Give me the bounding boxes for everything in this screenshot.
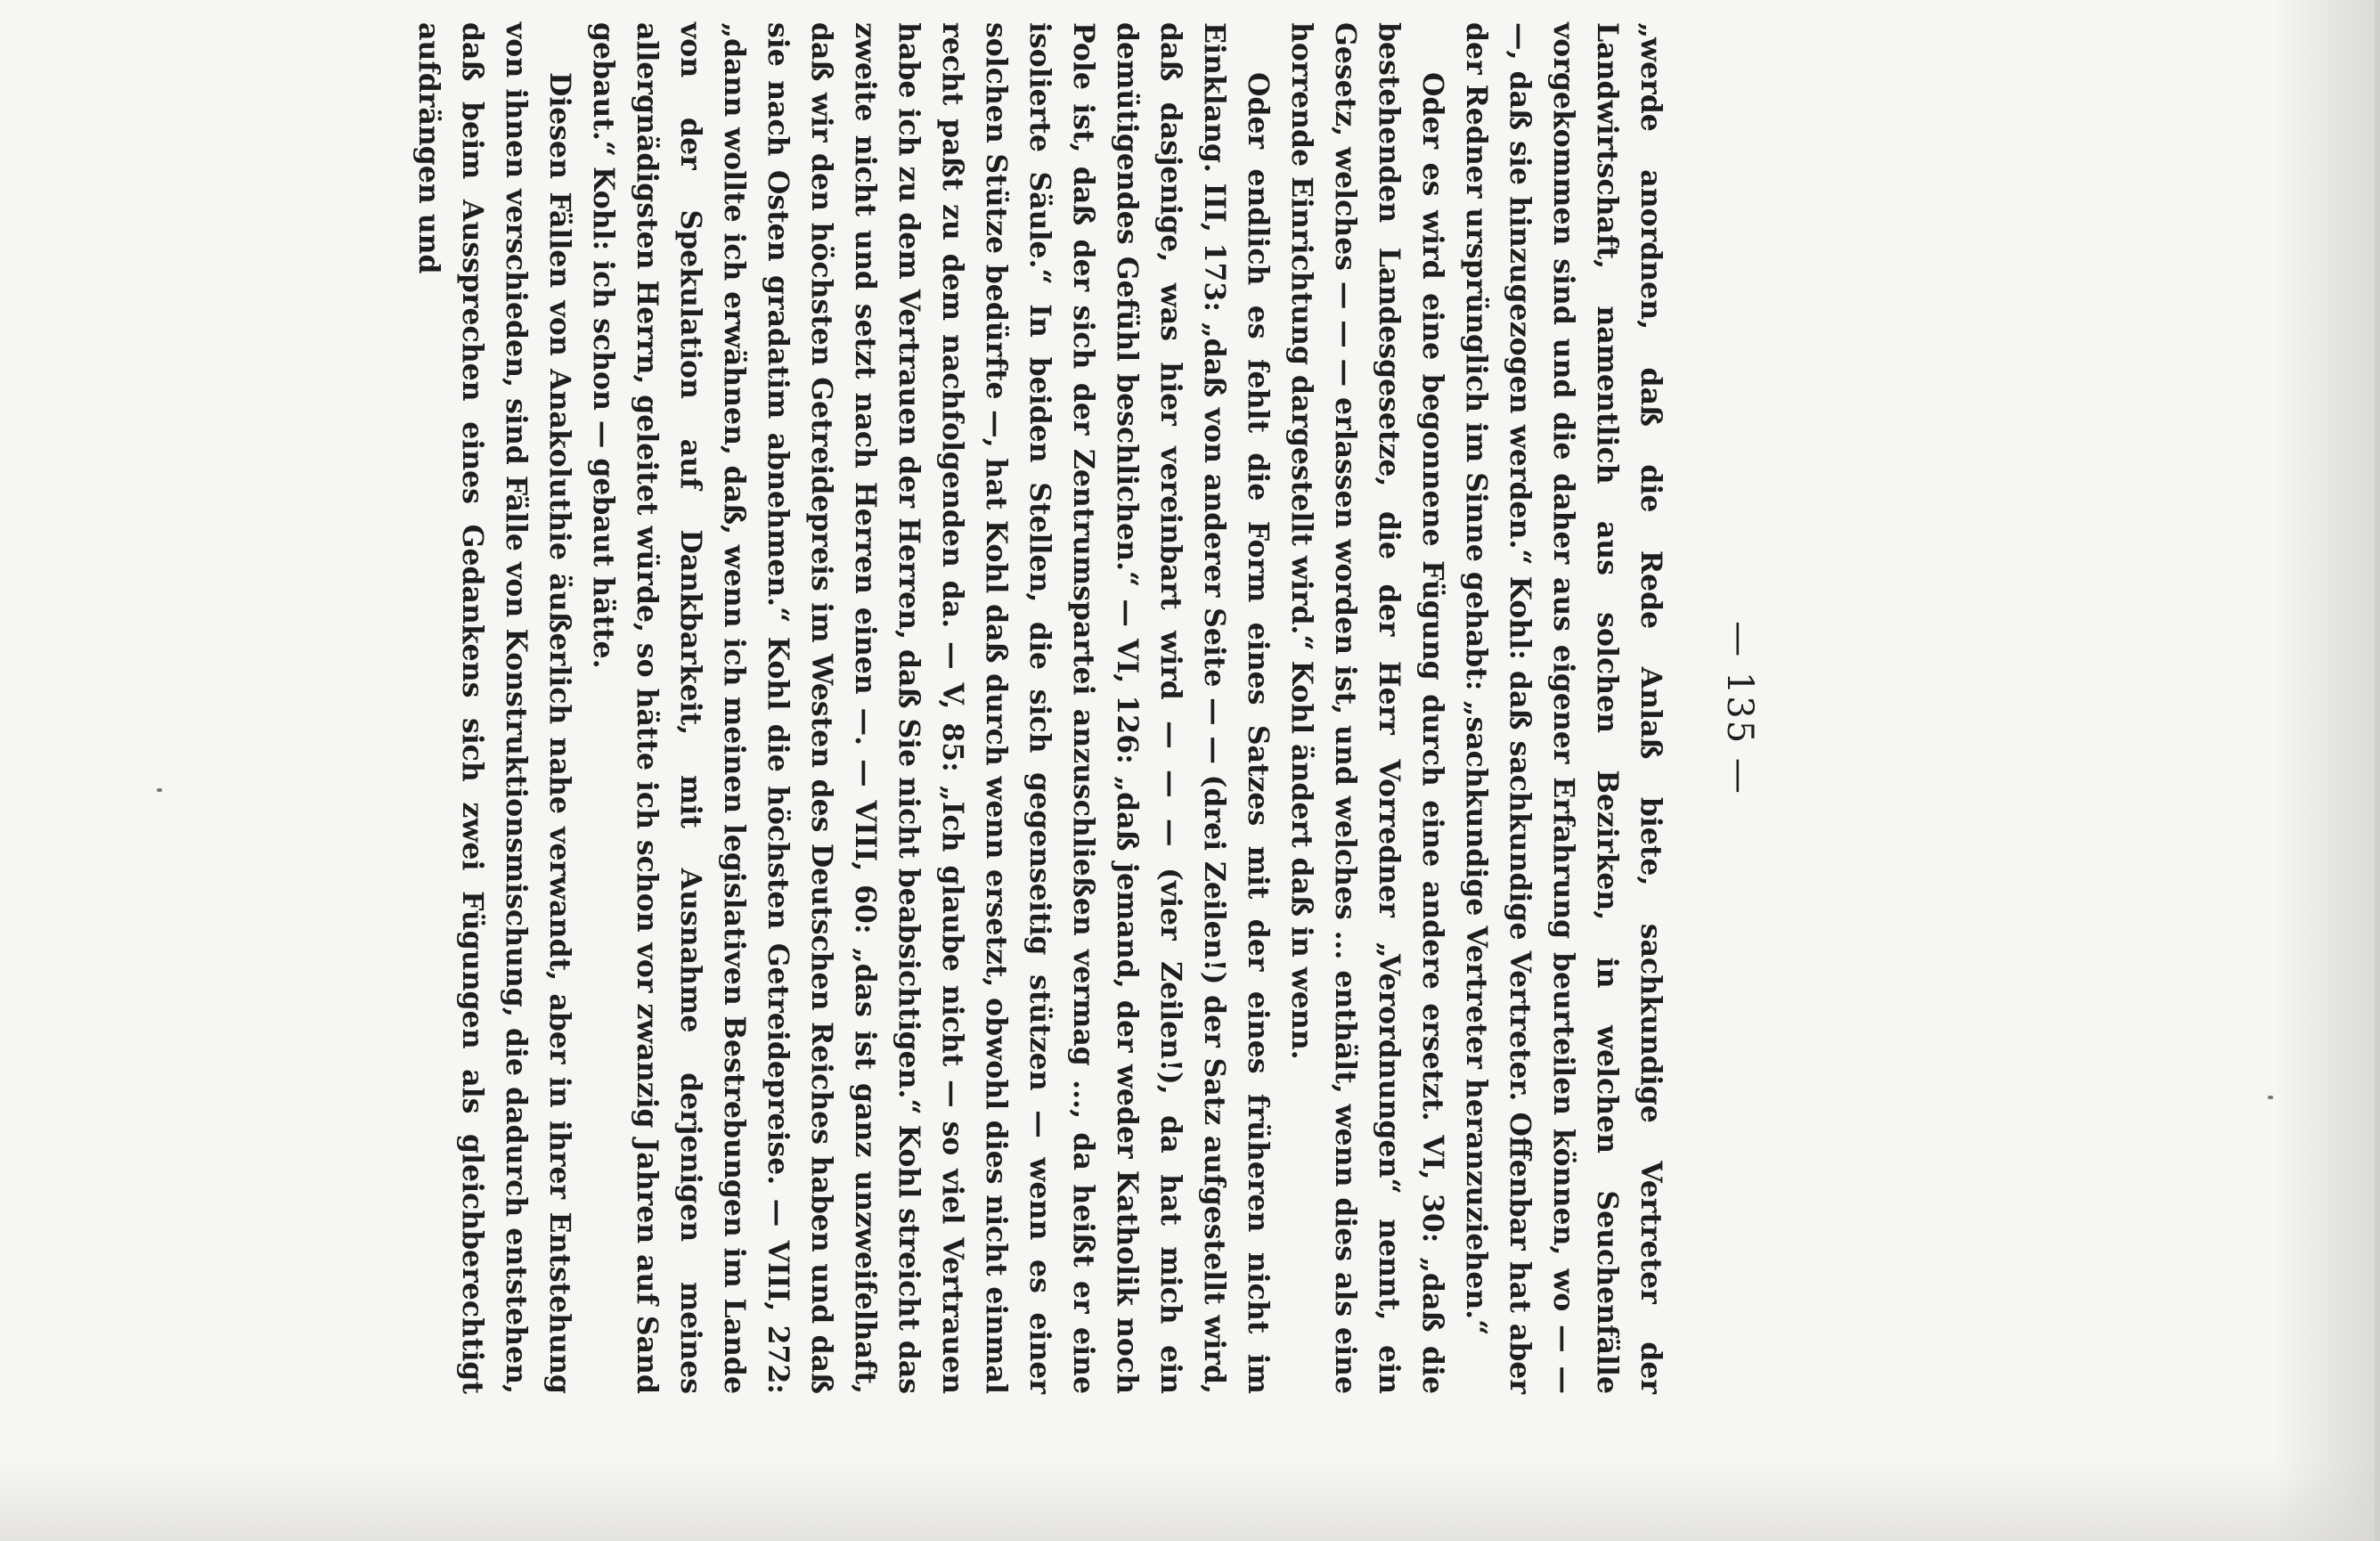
scan-shadow-bottom <box>0 1461 2380 1541</box>
paragraph: Diesen Fällen von Anakoluthie äußerlich nahe verwandt, aber in ihrer Entstehung von ihnen verschieden, sind Fälle von Konstruktionsmischung, die dadurch entstehen, daß beim Aussprechen eines Gedankens sich zwei Fügungen als gleichberechtigt aufdrängen und <box>412 22 576 1394</box>
page-body <box>407 22 1673 1394</box>
paragraph: Oder es wird eine begonnene Fügung durch eine andere ersetzt. VI, 30: „daß die bestehenden Landesgesetze, die der Herr Vorredner „Verordnungen“ nennt, ein Gesetz, welches — — — erlassen worden ist, und welches ... enthält, wenn dies als eine horrende Einrichtung dargestellt wird.“ Kohl ändert daß in wenn. <box>1285 22 1449 1394</box>
scan-edge <box>2375 0 2380 1541</box>
paragraph: „werde anordnen, daß die Rede Anlaß biete, sachkundige Vertreter der Landwirtschaft, namentlich aus solchen Bezirken, in welchen Seuchenfälle vorgekommen sind und die daher aus eigener Erfahrung beurteilen können, wo — — —, daß sie hinzugezogen werden.“ Kohl: daß sachkundige Vertreter. Offenbar hat aber der Redner ursprünglich im Sinne gehabt: „sachkundige Vertreter heranzuziehen.“ <box>1460 22 1667 1394</box>
book-page <box>412 0 1760 1421</box>
scan-speck <box>2268 1096 2273 1099</box>
scan-shadow-right <box>2273 0 2380 1541</box>
scan-speck <box>157 788 162 792</box>
paragraph: Oder endlich es fehlt die Form eines Satzes mit der eines früheren nicht im Einklang. III, 173: „daß von anderer Seite — — (drei Zeilen!) der Satz aufgestellt wird, daß dasjenige, was hier vereinbart wird — — — (vier Zeilen!), da hat mich ein demütigendes Gefühl beschlichen.“ — VI, 126: „daß jemand, der weder Katholik noch Pole ist, daß der sich der Zentrumspartei anzuschließen vermag ..., da heißt er eine isolierte Säule.“ In beiden Stellen, die sich gegenseitig stützen — wenn es einer solchen Stütze bedürfte —, hat Kohl daß durch wenn ersetzt, obwohl dies nicht einmal recht paßt zu dem nachfolgenden da. — V, 85: „Ich glaube nicht — so viel Vertrauen habe ich zu dem Vertrauen der Herren, daß Sie nicht beabsichtigen.“ Kohl streicht das zweite nicht und setzt nach Herren einen —. — VIII, 60: „das ist ganz unzweifelhaft, daß wir den höchsten Getreidepreis im Westen des Deutschen Reiches haben und daß sie nach Osten gradatim abnehmen.“ Kohl die höchsten Getreidepreise. — VIII, 272: „dann wollte ich erwähnen, daß, wenn ich meinen legislativen Bestrebungen im Lande von der Spekulation auf Dankbarkeit, mit Ausnahme derjenigen meines allergnädigsten Herrn, geleitet würde, so hätte ich schon vor zwanzig Jahren auf Sand gebaut.“ Kohl: ich schon — gebaut hätte. <box>587 22 1275 1394</box>
page-number: — 135 — <box>1719 621 1760 795</box>
